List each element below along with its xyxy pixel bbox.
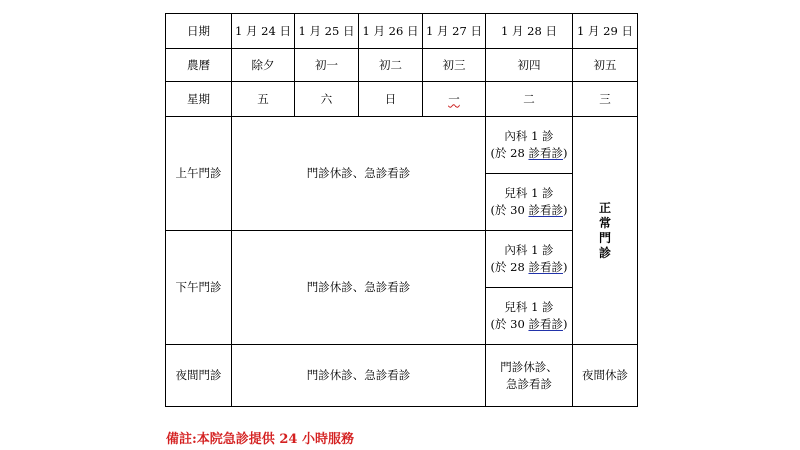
afternoon-pediatric-line1: 兒科 1 診: [504, 300, 554, 314]
morning-merged-cell: 門診休診、急診看診: [232, 117, 486, 231]
date-jan25: 1 月 25 日: [295, 14, 359, 49]
morning-pediatric-underlined: 診看診: [528, 203, 563, 217]
night-jan28-cell: [486, 345, 573, 407]
weekday-jan26: 日: [359, 82, 423, 117]
weekday-jan29: 三: [573, 82, 638, 117]
lunar-jan27: 初三: [423, 49, 486, 82]
morning-internal-prefix: (於 28: [490, 146, 529, 160]
weekday-jan27: [423, 82, 486, 117]
afternoon-internal-line1: 內科 1 診: [504, 243, 554, 257]
normal-clinic-vertical-text: [573, 201, 637, 261]
afternoon-internal-prefix: (於 28: [490, 260, 529, 274]
afternoon-pediatric-cell: [486, 288, 573, 345]
morning-internal-line1: 內科 1 診: [504, 129, 554, 143]
date-jan29: 1 月 29 日: [573, 14, 638, 49]
lunar-row: [166, 49, 638, 82]
morning-label: 上午門診: [166, 117, 232, 231]
weekday-jan24: 五: [232, 82, 295, 117]
morning-pediatric-prefix: (於 30: [490, 203, 529, 217]
morning-internal-line2: [486, 145, 572, 162]
afternoon-pediatric-underlined: 診看診: [528, 317, 563, 331]
morning-pediatric-line2: [486, 202, 572, 219]
date-jan26: 1 月 26 日: [359, 14, 423, 49]
lunar-jan26: 初二: [359, 49, 423, 82]
normal-clinic-char-3: 門: [598, 230, 611, 245]
lunar-jan28: 初四: [486, 49, 573, 82]
normal-clinic-char-1: 正: [598, 200, 611, 215]
weekday-jan27-text: 一: [448, 91, 460, 106]
normal-clinic-cell: [573, 117, 638, 345]
afternoon-row-1: [166, 231, 638, 288]
weekday-jan25: 六: [295, 82, 359, 117]
morning-row-1: [166, 117, 638, 174]
morning-pediatric-line1: 兒科 1 診: [504, 186, 554, 200]
morning-internal-suffix: ): [562, 146, 568, 160]
lunar-label: 農曆: [166, 49, 232, 82]
night-label: 夜間門診: [166, 345, 232, 407]
night-merged-cell: 門診休診、急診看診: [232, 345, 486, 407]
afternoon-internal-suffix: ): [562, 260, 568, 274]
night-jan28-line1: 門診休診、: [500, 359, 558, 374]
morning-internal-cell: [486, 117, 573, 174]
normal-clinic-char-2: 常: [598, 215, 611, 230]
date-jan27: 1 月 27 日: [423, 14, 486, 49]
afternoon-merged-cell: 門診休診、急診看診: [232, 231, 486, 345]
afternoon-label: 下午門診: [166, 231, 232, 345]
afternoon-internal-cell: [486, 231, 573, 288]
afternoon-pediatric-line2: [486, 316, 572, 333]
night-jan28-line2: 急診看診: [506, 376, 552, 391]
date-jan28: 1 月 28 日: [486, 14, 573, 49]
lunar-jan29: 初五: [573, 49, 638, 82]
normal-clinic-char-4: 診: [598, 245, 611, 260]
weekday-row: [166, 82, 638, 117]
lunar-jan24: 除夕: [232, 49, 295, 82]
weekday-label: 星期: [166, 82, 232, 117]
afternoon-internal-line2: [486, 259, 572, 276]
holiday-clinic-schedule-table: [165, 13, 638, 407]
date-label: 日期: [166, 14, 232, 49]
morning-pediatric-cell: [486, 174, 573, 231]
date-row: [166, 14, 638, 49]
morning-internal-underlined: 診看診: [528, 146, 563, 160]
morning-pediatric-suffix: ): [562, 203, 568, 217]
night-jan29-cell: 夜間休診: [573, 345, 638, 407]
afternoon-pediatric-prefix: (於 30: [490, 317, 529, 331]
night-row: [166, 345, 638, 407]
date-jan24: 1 月 24 日: [232, 14, 295, 49]
weekday-jan28: 二: [486, 82, 573, 117]
afternoon-internal-underlined: 診看診: [528, 260, 563, 274]
afternoon-pediatric-suffix: ): [562, 317, 568, 331]
lunar-jan25: 初一: [295, 49, 359, 82]
footnote: 備註:本院急診提供 24 小時服務: [166, 432, 354, 447]
